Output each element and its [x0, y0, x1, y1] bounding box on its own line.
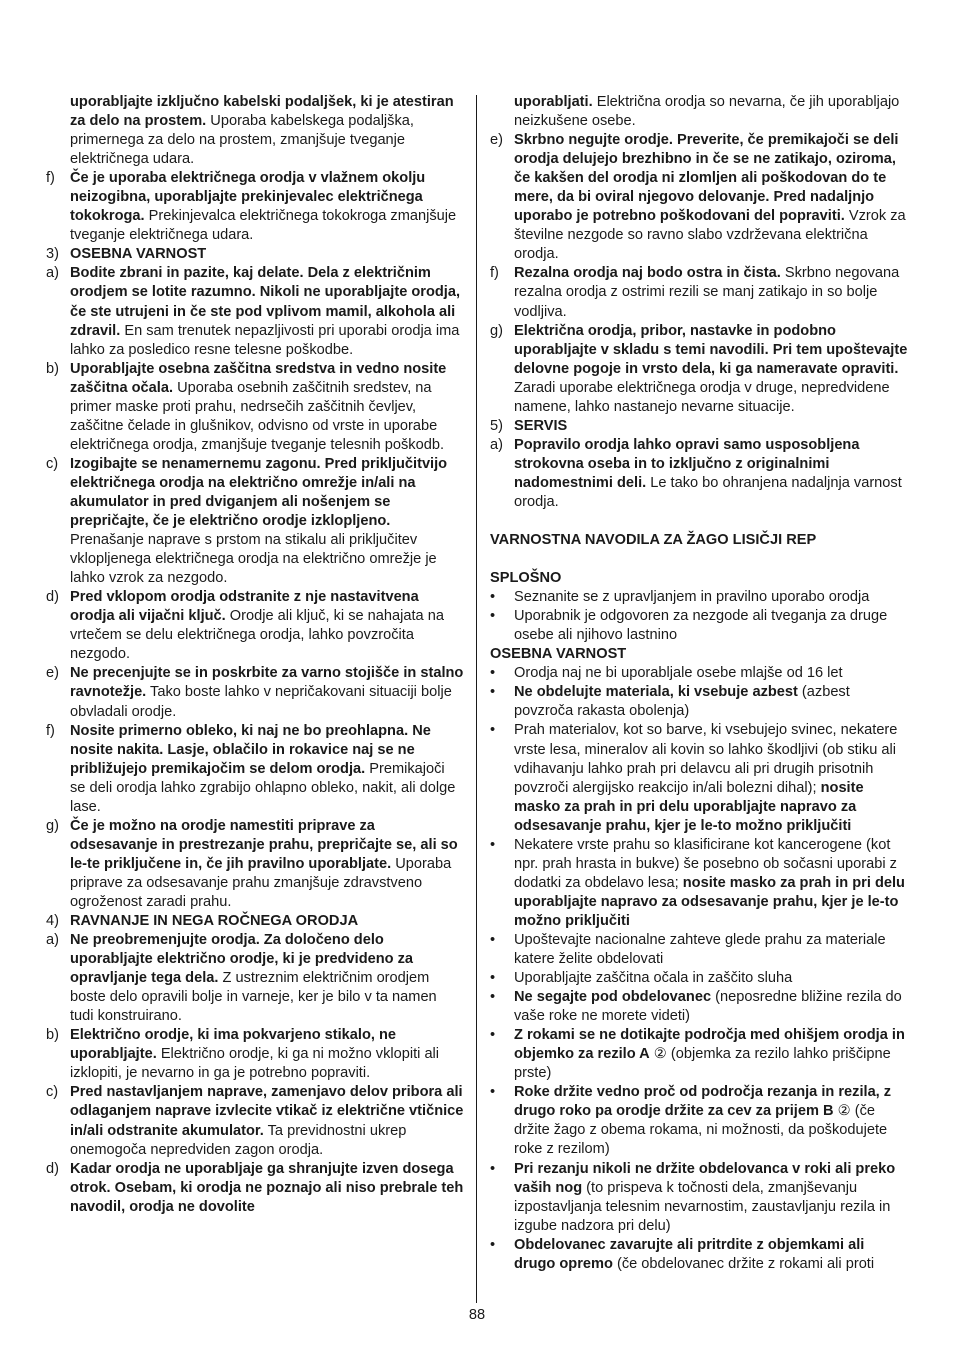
bold-text: Električno orodje, ki ima pokvarjeno stikalo, ne uporabljajte.	[70, 1027, 397, 1063]
item-body	[70, 455, 464, 588]
item-body	[514, 683, 908, 721]
item-body	[514, 322, 908, 417]
item-body	[70, 169, 464, 245]
item-body	[70, 817, 464, 912]
item-body	[70, 722, 464, 817]
item-body	[514, 417, 908, 436]
item-body	[514, 436, 908, 512]
body-text: Prenašanje naprave s prstom na stikalu ali priključitev vklopljenega električnega orodja na električno omrežje je lahko vzrok za nezgodo.	[70, 532, 437, 587]
body-text: (to prispeva k točnosti dela, zmanjševanju izpostavljanja telesnim nevarnostim, zaustavljanju rezila in izgube nadzora pri delu)	[514, 1179, 891, 1234]
bullet-marker: •	[490, 836, 496, 853]
bullet-item	[490, 931, 908, 969]
paragraph-continuation	[46, 93, 464, 169]
body-text: Uporaba priprave za odsesavanje prahu zmanjšuje zdravstveno ogroženost zaradi prahu.	[70, 855, 452, 910]
bold-text: Pred vklopom orodja odstranite z nje nastavitvena orodja ali vijačni ključ.	[70, 589, 419, 625]
item-marker: g)	[490, 322, 503, 339]
bullet-marker: •	[490, 1084, 496, 1101]
bold-text: SERVIS	[514, 417, 568, 434]
bullet-marker: •	[490, 1160, 496, 1177]
item-marker: a)	[46, 932, 59, 949]
spacer	[490, 512, 908, 531]
body-text: Uporabljajte zaščitna očala in zaščito sluha	[514, 970, 793, 987]
bullet-item	[490, 607, 908, 645]
bold-text: Rezalna orodja naj bodo ostra in čista.	[514, 265, 781, 282]
item-body	[514, 721, 908, 835]
bold-text: uporabljajte izključno kabelski podaljšek, ki je atestiran za delo na prostem.	[70, 94, 454, 130]
list-item	[46, 360, 464, 455]
body-text: Zaradi uporabe električnega orodja v druge, nepredvidene namene, lahko nastanejo nevarne situacije.	[514, 379, 890, 415]
item-body	[514, 836, 908, 931]
body-text: En sam trenutek nepazljivosti pri uporabi orodja ima lahko za posledico resne telesne poškodbe.	[70, 322, 460, 358]
bold-text: Pri rezanju nikoli ne držite obdelovanca v roki ali preko vaših nog	[514, 1160, 896, 1196]
bullet-item	[490, 721, 908, 835]
item-body	[70, 1026, 464, 1083]
list-item	[46, 264, 464, 359]
bold-text: Izogibajte se nenamernemu zagonu. Pred priključitvijo električnega orodja na električno omrežje in/ali na akumulator in pred dviganjem ali nošenjem se prepričajte, če je električno orodje izklopljeno.	[70, 455, 448, 530]
item-marker: d)	[46, 589, 59, 606]
bullet-item	[490, 588, 908, 607]
list-item	[46, 664, 464, 721]
body-text: Prekinjevalca električnega tokokroga zmanjšuje tveganje električnega udara.	[70, 208, 457, 244]
body-text: Vzrok za številne nezgode so ravno slabo vzdrževana električna orodja.	[514, 208, 906, 263]
body-text: Uporaba kabelskega podaljška, primernega za delo na prostem, zmanjšuje tveganje električnega udara.	[70, 113, 414, 168]
bold-text: Skrbno negujte orodje. Preverite, če premikajoči se deli orodja delujejo brezhibno in če se ne zatikajo, oziroma, če kakšen del orodja ni zlomljen ali poškodovan do te mere, da bi oviral njegovo delovanje. Pred nadaljnjo uporabo je potrebno poškodovani del popraviti.	[514, 132, 899, 225]
list-item	[46, 1160, 464, 1217]
bullet-marker: •	[490, 684, 496, 701]
body-text: Orodje ali ključ, ki se nahajata na vrtečem se delu električnega orodja, lahko povzročita nezgodo.	[70, 608, 444, 663]
body-text: Seznanite se z upravljanjem in pravilno uporabo orodja	[514, 589, 870, 606]
body-text: ② (objemka za rezilo lahko priščipne prste)	[514, 1046, 891, 1082]
bold-text: Če je uporaba električnega orodja v vlažnem okolju neizogibna, uporabljajte prekinjevalec električnega tokokroga.	[70, 170, 426, 225]
bold-text: uporabljati.	[514, 94, 593, 110]
list-item	[490, 322, 908, 417]
item-body	[514, 988, 908, 1026]
body-text: (če obdelovanec držite z rokami ali proti	[612, 1255, 875, 1272]
numbered-section-heading	[46, 912, 464, 931]
item-body	[514, 969, 908, 988]
list-item	[46, 455, 464, 588]
item-body	[514, 607, 908, 645]
item-marker: b)	[46, 360, 59, 377]
right-column	[490, 93, 908, 1274]
bullet-item	[490, 988, 908, 1026]
body-text: Ta previdnostni ukrep onemogoča nepredviden zagon orodja.	[70, 1122, 407, 1158]
section-heading: SPLOŠNO	[490, 570, 562, 587]
page-number: 88	[468, 1307, 486, 1323]
item-body	[70, 360, 464, 455]
item-marker: f)	[46, 722, 55, 739]
list-item	[46, 169, 464, 245]
item-marker: b)	[46, 1027, 59, 1044]
list-item	[46, 722, 464, 817]
numbered-section-heading	[490, 417, 908, 436]
paragraph-continuation	[490, 93, 908, 131]
item-body	[70, 912, 464, 931]
bullet-marker: •	[490, 608, 496, 625]
body-text: (neposredne bližine rezila do vaše roke ne morete videti)	[514, 989, 902, 1025]
item-body	[514, 1236, 908, 1274]
item-marker: 4)	[46, 913, 59, 930]
item-body	[514, 1026, 908, 1083]
bullet-item	[490, 664, 908, 683]
bold-text: Ne preobremenjujte orodja. Za določeno delo uporabljajte električno orodje, ki je predvideno za opravljanje tega dela.	[70, 932, 414, 987]
bullet-marker: •	[490, 722, 496, 739]
body-text: Skrbno negovana rezalna orodja z ostrimi rezili se manj zatikajo in so bolje vodljiva.	[514, 265, 900, 320]
bold-text: Ne segajte pod obdelovanec	[514, 989, 712, 1006]
bold-text: Pred nastavljanjem naprave, zamenjavo delov pribora ali odlaganjem naprave izvlecite vtikač iz električne vtičnice in/ali odstranite akumulator.	[70, 1084, 464, 1139]
item-marker: e)	[46, 665, 59, 682]
bold-text: Če je možno na orodje namestiti priprave za odsesavanje in prestrezanje prahu, prepričajte se, ali so le-te priključene in, če jih pravilno uporabljate.	[70, 817, 458, 872]
body-text: Uporaba osebnih zaščitnih sredstev, na primer maske proti prahu, nedrsečih zaščitnih čevljev, zaščitne čelade in glušnikov, odvisno od vrste in uporabe električnega orodja, zmanjšuje tveganje telesnih poškodb.	[70, 379, 444, 453]
item-body	[70, 664, 464, 721]
bullet-item	[490, 1083, 908, 1159]
bullet-marker: •	[490, 931, 496, 948]
body-text: Električna orodja so nevarna, če jih uporabljajo neizkušene osebe.	[514, 94, 900, 130]
section-heading: OSEBNA VARNOST	[490, 646, 627, 663]
bullet-item	[490, 1026, 908, 1083]
bold-text: Ne obdelujte materiala, ki vsebuje azbest	[514, 684, 798, 701]
list-item	[46, 1083, 464, 1159]
item-body	[514, 664, 908, 683]
body-text: Upoštevajte nacionalne zahteve glede prahu za materiale katere želite obdelovati	[514, 931, 886, 968]
item-body	[514, 131, 908, 264]
item-marker: 3)	[46, 246, 59, 263]
bold-text: Obdelovanec zavarujte ali pritrdite z objemkami ali drugo opremo	[514, 1236, 865, 1272]
item-body	[70, 1083, 464, 1159]
item-marker: c)	[46, 1084, 59, 1101]
list-item	[46, 931, 464, 1026]
body-text: Z ustreznim električnim orodjem boste delo opravili bolje in varneje, ker je bilo v ta namen tudi konstruirano.	[70, 970, 437, 1025]
item-marker: e)	[490, 132, 503, 149]
bullet-item	[490, 1236, 908, 1274]
body-text: Premikajoči se deli orodja lahko zgrabijo ohlapno obleko, nakit, ali dolge lase.	[70, 760, 456, 815]
bold-text: Nosite primerno obleko, ki naj ne bo preohlapna. Ne nosite nakita. Lasje, oblačilo in rokavice naj se ne približujejo premikajočim se delom orodja.	[70, 722, 431, 777]
bullet-item	[490, 683, 908, 721]
bold-text: RAVNANJE IN NEGA ROČNEGA ORODJA	[70, 913, 359, 930]
body-text: Uporabnik je odgovoren za nezgode ali tveganja za druge osebe ali njihovo lastnino	[514, 608, 888, 644]
column-divider	[476, 95, 477, 1303]
bullet-item	[490, 969, 908, 988]
item-body	[514, 588, 908, 607]
list-item	[46, 588, 464, 664]
body-text: Nekatere vrste prahu so klasificirane kot kancerogene (kot npr. prah hrasta in bukve) še posebno ob sočasni uporabi z dodatki za obdelavo lesa;	[514, 836, 897, 891]
bold-text: OSEBNA VARNOST	[70, 246, 207, 263]
bullet-item	[490, 1160, 908, 1236]
list-item	[46, 1026, 464, 1083]
body-text: (azbest povzroča rakasta obolenja)	[514, 684, 850, 720]
bullet-marker: •	[490, 589, 496, 606]
item-body	[514, 931, 908, 969]
item-marker: a)	[46, 265, 59, 282]
body-text: Le tako bo ohranjena nadaljnja varnost orodja.	[514, 474, 902, 510]
item-body	[70, 588, 464, 664]
bold-text: Popravilo orodja lahko opravi samo usposobljena strokovna oseba in to izključno z originalnimi nadomestnimi deli.	[514, 436, 860, 491]
item-body	[514, 1160, 908, 1236]
body-text: Tako boste lahko v nepričakovani situaciji bolje obvladali orodje.	[70, 684, 452, 720]
item-body	[70, 1160, 464, 1217]
item-marker: f)	[490, 265, 499, 282]
bold-text: Električna orodja, pribor, nastavke in podobno uporabljajte v skladu s temi navodili. Pri tem upoštevajte delovne pogoje in vrsto dela, ki ga nameravate opraviti.	[514, 322, 908, 377]
item-marker: d)	[46, 1160, 59, 1177]
section-heading: VARNOSTNA NAVODILA ZA ŽAGO LISIČJI REP	[490, 532, 817, 549]
list-item	[490, 436, 908, 512]
list-item	[490, 131, 908, 264]
body-text: Orodja naj ne bi uporabljale osebe mlajše od 16 let	[514, 665, 843, 682]
item-body	[514, 264, 908, 321]
bold-text: Kadar orodja ne uporabljaje ga shranjujte izven dosega otrok. Osebam, ki orodja ne poznajo ali niso prebrale teh navodil, orodja ne dovolite	[70, 1160, 464, 1215]
list-item	[46, 817, 464, 912]
bullet-item	[490, 836, 908, 931]
item-body	[70, 245, 464, 264]
bullet-marker: •	[490, 665, 496, 682]
list-item	[490, 264, 908, 321]
bullet-marker: •	[490, 1236, 496, 1253]
item-body	[514, 1083, 908, 1159]
bullet-marker: •	[490, 989, 496, 1006]
numbered-section-heading	[46, 245, 464, 264]
item-marker: f)	[46, 170, 55, 187]
bold-text: nosite masko za prah in pri delu uporabljajte napravo za odsesavanje prahu, kjer je le-to možno priključiti	[514, 874, 905, 929]
bold-text: Z rokami se ne dotikajte področja med ohišjem orodja in objemko za rezilo A	[514, 1027, 905, 1063]
bold-text: Bodite zbrani in pazite, kaj delate. Dela z električnim orodjem se lotite razumno. Nikoli ne uporabljajte orodja, če ste utrujeni in če ste pod vplivom mamil, alkohola ali zdravil.	[70, 265, 461, 339]
spacer	[490, 550, 908, 569]
bullet-marker: •	[490, 970, 496, 987]
item-marker: c)	[46, 455, 59, 472]
body-text: Prah materialov, kot so barve, ki vsebujejo svinec, nekatere vrste lesa, mineralov ali kovin so lahko škodljivi (ob stiku ali vdihavanju lahko prah pri delavcu ali pri drugih prisotnih povzroči alergijsko reakcijo in/ali bolezni dihal);	[514, 722, 898, 796]
body-text: Električno orodje, ki ga ni možno vklopiti ali izklopiti, je nevarno in ga je potrebno popraviti.	[70, 1046, 440, 1082]
bold-text: Ne precenjujte se in poskrbite za varno stojišče in stalno ravnotežje.	[70, 665, 464, 701]
item-body	[70, 931, 464, 1026]
item-body	[70, 264, 464, 359]
item-marker: g)	[46, 817, 59, 834]
bullet-marker: •	[490, 1027, 496, 1044]
body-text: ② (če držite žago z obema rokama, ni možnosti, da poškodujete roke z rezilom)	[514, 1103, 888, 1158]
bold-text: Roke držite vedno proč od področja rezanja in rezila, z drugo roko pa orodje držite za cev za prijem B	[514, 1084, 892, 1120]
item-marker: a)	[490, 436, 503, 453]
bold-text: Uporabljajte osebna zaščitna sredstva in vedno nosite zaščitna očala.	[70, 360, 447, 396]
left-column	[46, 93, 464, 1217]
item-marker: 5)	[490, 417, 503, 434]
bold-text: nosite masko za prah in pri delu uporabljajte napravo za odsesavanje prahu, kjer je le-to možno priključiti	[514, 779, 864, 834]
